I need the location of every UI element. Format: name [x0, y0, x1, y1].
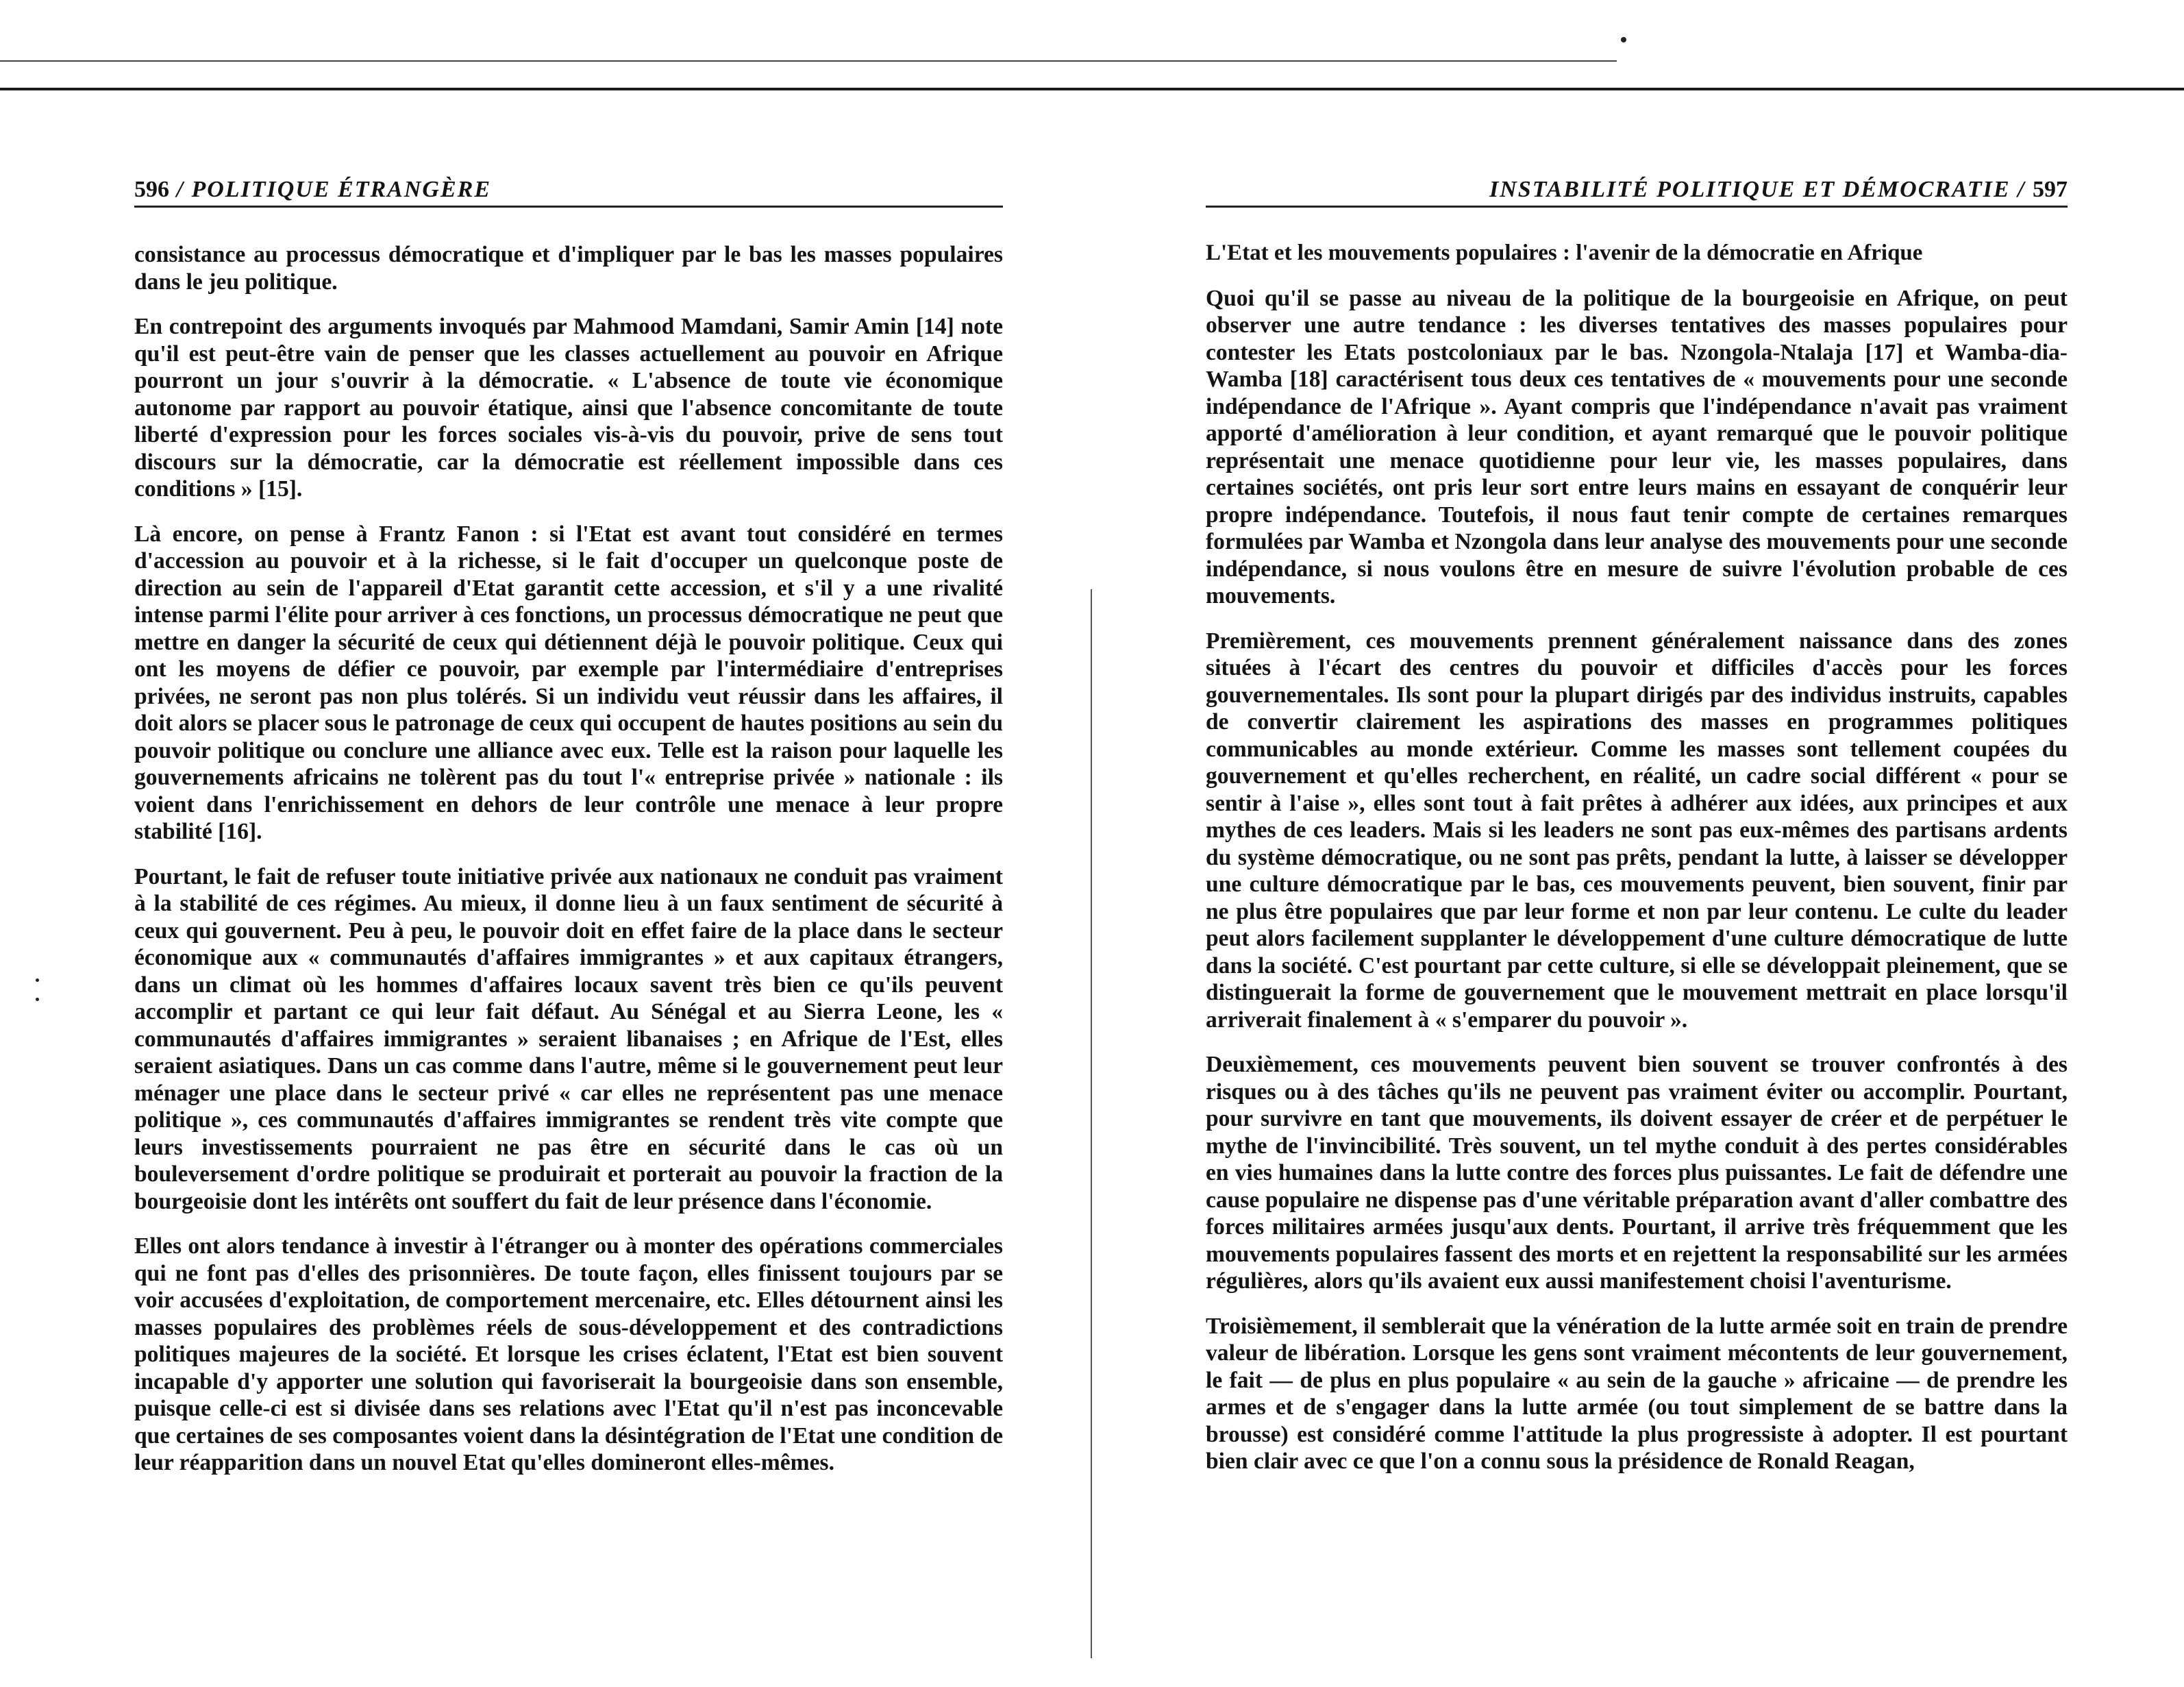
right-journal-title: INSTABILITÉ POLITIQUE ET DÉMOCRATIE — [1489, 177, 2011, 202]
left-paragraph-5: Elles ont alors tendance à investir à l'étranger ou à monter des opérations commerciales qui ne font pas d'elles des prisonnières. De toute façon, elles finissent toujours par se voir accusées d'exploitation, de comportement mercenaire, etc. Elles détournent ainsi les masses populaires des problèmes réels de sous-développement et des contradictions politiques majeures de la société. Et lorsque les crises éclatent, l'Etat est bien souvent incapable d'y apporter une solution qui favoriserait la bourgeoisie dans son ensemble, puisque celle-ci est si divisée dans ses relations avec l'Etat qu'il n'est pas inconcevable que certaines de ses composantes voient dans la désintégration de l'Etat une condition de leur réapparition dans un nouvel Etat qu'elles domineront elles-mêmes. — [134, 1233, 1003, 1475]
right-body-text — [1206, 240, 2068, 1493]
left-page-number: 596 — [134, 177, 169, 202]
right-paragraph-4: Troisièmement, il semblerait que la vénération de la lutte armée soit en train de prendre valeur de libération. Lorsque les gens sont vraiment mécontents de leur gouvernement, le fait — de plus en plus populaire « au sein de la gauche » africaine — de prendre les armes et de s'engager dans la lutte armée (ou tout simplement de se battre dans la brousse) est considéré comme l'attitude la plus progressiste à adopter. Il est pourtant bien clair avec ce que l'on a connu sous la présidence de Ronald Reagan, — [1206, 1313, 2068, 1474]
right-running-head — [1206, 177, 2068, 208]
right-page-number: 597 — [2033, 177, 2068, 202]
section-title: L'Etat et les mouvements populaires : l'avenir de la démocratie en Afrique — [1206, 241, 1923, 265]
page-gutter — [1091, 589, 1092, 1658]
left-journal-title: POLITIQUE ÉTRANGÈRE — [191, 177, 492, 202]
margin-mark-1 — [36, 978, 39, 982]
left-head-separator: / — [176, 177, 184, 202]
right-head-separator: / — [2018, 177, 2026, 202]
right-page — [1206, 0, 2068, 1687]
margin-mark-2 — [36, 998, 39, 1001]
left-body-text — [134, 241, 1003, 1494]
right-paragraph-2: Premièrement, ces mouvements prennent généralement naissance dans des zones situées à l'écart des centres du pouvoir et difficiles d'accès pour les forces gouvernementales. Ils sont pour la plupart dirigés par des individus instruits, capables de convertir clairement les aspirations des masses en programmes politiques communicables au monde extérieur. Comme les masses sont tellement coupées du gouvernement et qu'elles recherchent, en réalité, un cadre social différent « pour se sentir à l'aise », elles sont tout à fait prêtes à adhérer aux idées, aux principes et aux mythes de ces leaders. Mais si les leaders ne sont pas eux-mêmes des partisans ardents du système démocratique, ou ne sont pas prêts, pendant la lutte, à laisser se développer une culture démocratique par le bas, ces mouvements peuvent, bien souvent, finir par ne plus être populaires que par leur forme et non par leur contenu. Le culte du leader peut alors facilement supplanter le développement d'une culture démocratique de lutte dans la société. C'est pourtant par cette culture, si elle se développait pleinement, que se distinguerait la forme de gouvernement que le mouvement mettrait en place lorsqu'il arriverait finalement à « s'emparer du pouvoir ». — [1206, 628, 2068, 1033]
left-paragraph-3: Là encore, on pense à Frantz Fanon : si l'Etat est avant tout considéré en termes d'accession au pouvoir et à la richesse, si le fait d'occuper un quelconque poste de direction au sein de l'appareil d'Etat garantit cette accession, et s'il y a une rivalité intense parmi l'élite pour arriver à ces fonctions, un processus démocratique ne peut que mettre en danger la sécurité de ceux qui détiennent déjà le pouvoir politique. Ceux qui ont les moyens de défier ce pouvoir, par exemple par l'intermédiaire d'entreprises privées, ne seront pas non plus tolérés. Si un individu veut réussir dans les affaires, il doit alors se placer sous le patronage de ceux qui occupent de hautes positions au sein du pouvoir politique ou conclure une alliance avec eux. Telle est la raison pour laquelle les gouvernements africains ne tolèrent pas du tout l'« entreprise privée » nationale : ils voient dans l'enrichissement en dehors de leur contrôle une menace à leur propre stabilité [16]. — [134, 521, 1003, 844]
left-paragraph-1: consistance au processus démocratique et d'impliquer par le bas les masses populaires dans le jeu politique. — [134, 242, 1003, 295]
left-page — [134, 0, 1003, 1687]
left-paragraph-4: Pourtant, le fait de refuser toute initiative privée aux nationaux ne conduit pas vraiment à la stabilité de ces régimes. Au mieux, il donne lieu à un faux sentiment de sécurité à ceux qui gouvernent. Peu à peu, le pouvoir doit en effet faire de la place dans le secteur économique aux « communautés d'affaires immigrantes » et aux capitaux étrangers, dans un climat où les hommes d'affaires locaux savent très bien ce qu'ils peuvent accomplir et partant ce qui leur fait défaut. Au Sénégal et au Sierra Leone, les « communautés d'affaires immigrantes » seraient libanaises ; en Afrique de l'Est, elles seraient asiatiques. Dans un cas comme dans l'autre, même si le gouvernement peut leur ménager une place dans le secteur privé « car elles ne représentent pas une menace politique », ces communautés d'affaires immigrantes se rendent très vite compte que leurs investissements pourraient ne pas être en sécurité dans le cas où un bouleversement d'ordre politique se produirait et porterait au pouvoir la fraction de la bourgeoisie dont les intérêts ont souffert du fait de leur présence dans l'économie. — [134, 863, 1003, 1214]
left-paragraph-2: En contrepoint des arguments invoqués par Mahmood Mamdani, Samir Amin [14] note qu'il est peut-être vain de penser que les classes actuellement au pouvoir en Afrique pourront un jour s'ouvrir à la démocratie. « L'absence de toute vie économique autonome par rapport au pouvoir étatique, ainsi que l'absence concomitante de toute liberté d'expression pour les forces sociales vis-à-vis du pouvoir, prive de sens tout discours sur la démocratie, car la démocratie est réellement impossible dans ces conditions » [15]. — [134, 314, 1003, 502]
right-paragraph-1: Quoi qu'il se passe au niveau de la politique de la bourgeoisie en Afrique, on peut observer une autre tendance : les diverses tentatives des masses populaires pour contester les Etats postcoloniaux par le bas. Nzongola-Ntalaja [17] et Wamba-dia-Wamba [18] caractérisent tous deux ces tentatives de « mouvements pour une seconde indépendance de l'Afrique ». Ayant compris que l'indépendance n'avait pas vraiment apporté d'amélioration à leur condition, et ayant remarqué que le pouvoir politique représentait une menace quotidienne pour leur vie, les masses populaires, dans certaines sociétés, ont pris leur sort entre leurs mains en essayant de conquérir leur propre indépendance. Toutefois, il nous faut tenir compte de certaines remarques formulées par Wamba et Nzongola dans leur analyse des mouvements pour une seconde indépendance, si nous voulons être en mesure de suivre l'évolution probable de ces mouvements. — [1206, 285, 2068, 608]
right-paragraph-3: Deuxièmement, ces mouvements peuvent bien souvent se trouver confrontés à des risques ou à des tâches qu'ils ne peuvent pas vraiment éviter ou accomplir. Pourtant, pour survivre en tant que mouvements, ils doivent essayer de créer et de perpétuer le mythe de l'invincibilité. Très souvent, un tel mythe conduit à des pertes considérables en vies humaines dans la lutte contre des forces plus puissantes. Le fait de défendre une cause populaire ne dispense pas d'une véritable préparation avant d'aller combattre des forces militaires armées jusqu'aux dents. Pourtant, il arrive très fréquemment que les mouvements populaires fassent des morts et en rejettent la responsabilité sur les armées régulières, alors qu'ils avaient eux aussi manifestement choisi l'aventurisme. — [1206, 1052, 2068, 1294]
left-running-head — [134, 177, 1003, 208]
